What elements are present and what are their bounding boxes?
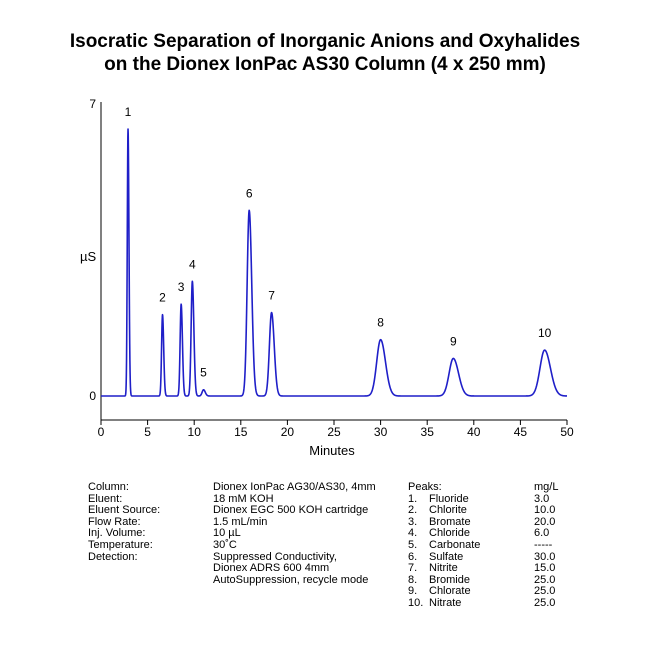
peak-concentration: 25.0 (534, 596, 556, 609)
condition-label (88, 563, 160, 575)
x-tick-label: 5 (144, 425, 151, 439)
condition-label: Column: (88, 481, 129, 493)
peak-concentration: 20.0 (534, 515, 556, 528)
peak-table-header (408, 482, 578, 494)
y-tick-label: 7 (89, 97, 96, 111)
peak-number: 7. (408, 562, 418, 575)
peak-number: 5. (408, 538, 418, 551)
x-tick-label: 15 (234, 425, 248, 439)
peak-concentration: 15.0 (534, 562, 556, 575)
peak-name: Chlorite (429, 504, 467, 517)
condition-label (88, 575, 160, 587)
peak-concentration: 6.0 (534, 527, 550, 540)
conditions-labels (88, 482, 160, 586)
condition-value: AutoSuppression, recycle mode (213, 573, 369, 586)
y-tick-label: 0 (89, 389, 96, 403)
chart-title-line-2: on the Dionex IonPac AS30 Column (4 x 250 mm) (104, 54, 546, 75)
peak-concentration: ----- (534, 538, 553, 551)
peak-number: 3. (408, 515, 418, 528)
peak-name: Chlorate (429, 585, 471, 598)
condition-label: Eluent: (88, 492, 123, 505)
peak-name: Bromate (429, 515, 471, 528)
peak-name: Nitrite (429, 562, 458, 575)
y-axis-label: µS (80, 249, 97, 264)
condition-value: Suppressed Conductivity, (213, 550, 337, 563)
x-tick-label: 50 (560, 425, 574, 439)
peak-concentration: 3.0 (534, 492, 550, 505)
peak-number: 2. (408, 504, 418, 517)
axes (80, 97, 574, 458)
x-axis-label: Minutes (309, 443, 355, 458)
plot-area (101, 105, 567, 396)
peak-name: Carbonate (429, 538, 481, 551)
peak-concentration: 25.0 (534, 585, 556, 598)
conditions-values (213, 482, 376, 586)
peak-table-row (408, 540, 578, 552)
peak-label: 3 (177, 280, 185, 295)
x-tick-label: 40 (467, 425, 481, 439)
peak-number: 4. (408, 527, 418, 540)
peak-name: Nitrate (429, 596, 462, 609)
condition-label: Flow Rate: (88, 515, 141, 528)
condition-value: Dionex ADRS 600 4mm (213, 562, 330, 575)
peak-label: 6 (245, 186, 253, 201)
peak-number: 10. (408, 596, 424, 609)
condition-value: 1.5 mL/min (213, 515, 268, 528)
peak-label: 1 (124, 105, 132, 120)
peak-label: 9 (449, 334, 457, 349)
peak-label: 8 (377, 315, 384, 330)
x-tick-label: 10 (187, 425, 201, 439)
peak-name: Sulfate (429, 550, 464, 563)
peak-concentration: 10.0 (534, 504, 556, 517)
x-tick-label: 25 (327, 425, 341, 439)
condition-value: Dionex IonPac AG30/AS30, 4mm (213, 481, 376, 493)
x-tick-label: 45 (513, 425, 528, 439)
x-tick-label: 0 (97, 425, 105, 439)
peak-name: Chloride (429, 527, 470, 540)
condition-value: 18 mM KOH (213, 492, 274, 505)
condition-value: Dionex EGC 500 KOH cartridge (213, 504, 369, 517)
chromatogram-trace (101, 129, 567, 396)
x-tick-label: 30 (373, 425, 388, 439)
peak-label: 2 (159, 290, 166, 305)
peak-concentration: 30.0 (534, 550, 556, 563)
condition-label: Detection: (88, 550, 138, 563)
peak-name: Fluoride (429, 492, 469, 505)
peak-number: 9. (408, 585, 418, 598)
peak-label: 5 (200, 365, 207, 380)
peak-number: 6. (408, 550, 418, 563)
peak-number: 1. (408, 492, 418, 505)
condition-value: 30˚C (213, 538, 237, 551)
peak-label: 10 (537, 326, 552, 341)
peak-label: 7 (268, 288, 275, 303)
condition-label: Temperature: (88, 538, 153, 551)
peak-table (408, 482, 578, 610)
x-tick-label: 35 (420, 425, 434, 439)
condition-value: 10 µL (213, 527, 241, 540)
peak-label: 4 (188, 257, 196, 272)
peak-name: Bromide (429, 573, 470, 586)
peak-number: 8. (408, 573, 418, 586)
condition-label: Eluent Source: (88, 504, 161, 517)
peak-table-header-unit: mg/L (534, 481, 559, 493)
peak-table-row (408, 598, 578, 610)
x-tick-label: 20 (280, 425, 295, 439)
chart-title-line-1: Isocratic Separation of Inorganic Anions and Oxyhalides (69, 31, 581, 52)
peak-concentration: 25.0 (534, 573, 556, 586)
condition-label: Inj. Volume: (88, 527, 146, 540)
peak-table-header-name: Peaks: (408, 481, 442, 493)
peak-table-row (408, 563, 578, 575)
